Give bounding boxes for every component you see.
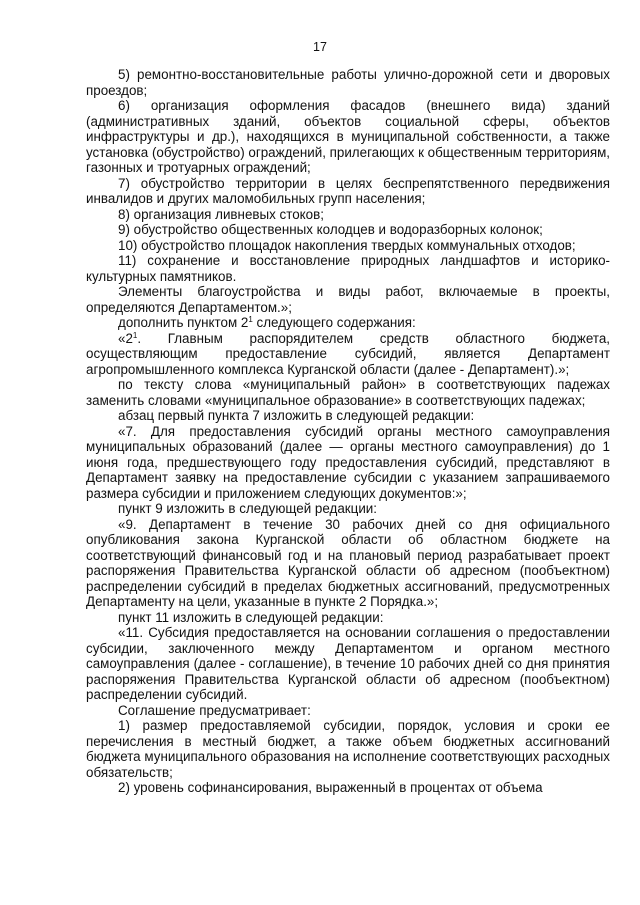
paragraph-abzac-7: абзац первый пункта 7 изложить в следующей редакции: [118, 408, 475, 423]
list-item-7: 7) обустройство территории в целях беспрепятственного передвижения инвалидов и других маломобильных групп населения; [86, 175, 610, 206]
superscript: 1 [132, 330, 138, 340]
list-item-5: 5) ремонтно-восстановительные работы улично-дорожной сети и дворовых проездов; [86, 67, 610, 98]
paragraph-add-point [86, 315, 610, 331]
paragraph-point-9-intro: пункт 9 изложить в следующей редакции: [118, 501, 377, 516]
paragraph-point-2-1-end: . Главным распорядителем средств областного бюджета, осуществляющим предоставление субсидий, является Департамент агропромышленного комплекса Курганской области (далее - Департамент).»; [86, 330, 610, 377]
paragraph-point-11: «11. Субсидия предоставляется на основании соглашения о предоставлении субсидии, заключенного между Департаментом и органом местного самоуправления (далее - соглашение), в течение 10 рабочих дней со дня принятия распоряжения Правительства Курганской области об адресном (пообъектном) распределении субсидий. [86, 625, 610, 702]
paragraph-add-point-start: дополнить пунктом 2 [118, 315, 249, 330]
superscript: 1 [248, 315, 253, 324]
paragraph-point-11-intro: пункт 11 изложить в следующей редакции: [118, 609, 384, 625]
list-item-8: 8) организация ливневых стоков; [118, 206, 324, 222]
paragraph-point-7: «7. Для предоставления субсидий органы местного самоуправления муниципальных образований (далее — органы местного самоуправления) до 1 июня года, предшествующего году предоставления субсидий, представляют в Департамент заявку на предоставление субсидии с указанием запрашиваемого размера субсидии и приложением следующих документов:»; [86, 423, 610, 501]
agreement-item-1: 1) размер предоставляемой субсидии, порядок, условия и сроки ее перечисления в местный бюджет, а также объем бюджетных ассигнований бюджета муниципального образования на исполнение соответствующих расходных обязательств; [86, 718, 610, 780]
paragraph-elements: Элементы благоустройства и виды работ, включаемые в проекты, определяются Департаментом.»; [86, 284, 610, 315]
list-item-11: 11) сохранение и восстановление природных ландшафтов и историко-культурных памятников. [86, 253, 610, 284]
paragraph-replace-words: по тексту слова «муниципальный район» в соответствующих падежах заменить словами «муниципальное образование» в соответствующих падежах; [86, 377, 610, 408]
list-item-9: 9) обустройство общественных колодцев и водоразборных колонок; [118, 222, 543, 237]
page-number: 17 [313, 40, 327, 54]
list-item-6: 6) организация оформления фасадов (внешнего вида) зданий (административных зданий, объектов социальной сферы, объектов инфраструктуры и др.), находящихся в муниципальной собственности, а также установка (обустройство) ограждений, прилегающих к общественным территориям, газонных и тротуарных ограждений; [86, 98, 610, 175]
paragraph-point-2-1-start: «2 [118, 330, 133, 346]
agreement-item-2: 2) уровень софинансирования, выраженный в процентах от объема [118, 780, 543, 795]
document-body [86, 67, 610, 796]
paragraph-add-point-end: следующего содержания: [252, 315, 416, 330]
paragraph-point-2-1 [86, 331, 610, 378]
paragraph-agreement: Соглашение предусматривает: [118, 702, 311, 718]
paragraph-point-9: «9. Департамент в течение 30 рабочих дней со дня официального опубликования закона Курганской области об областном бюджете на соответствующий финансовый год и на плановый период разрабатывает проект распоряжения Правительства Курганской области об адресном (пообъектном) распределении субсидий в пределах бюджетных ассигнований, предусмотренных Департаменту на цели, указанные в пункте 2 Порядка.»; [86, 516, 610, 609]
list-item-10: 10) обустройство площадок накопления твердых коммунальных отходов; [118, 237, 576, 253]
